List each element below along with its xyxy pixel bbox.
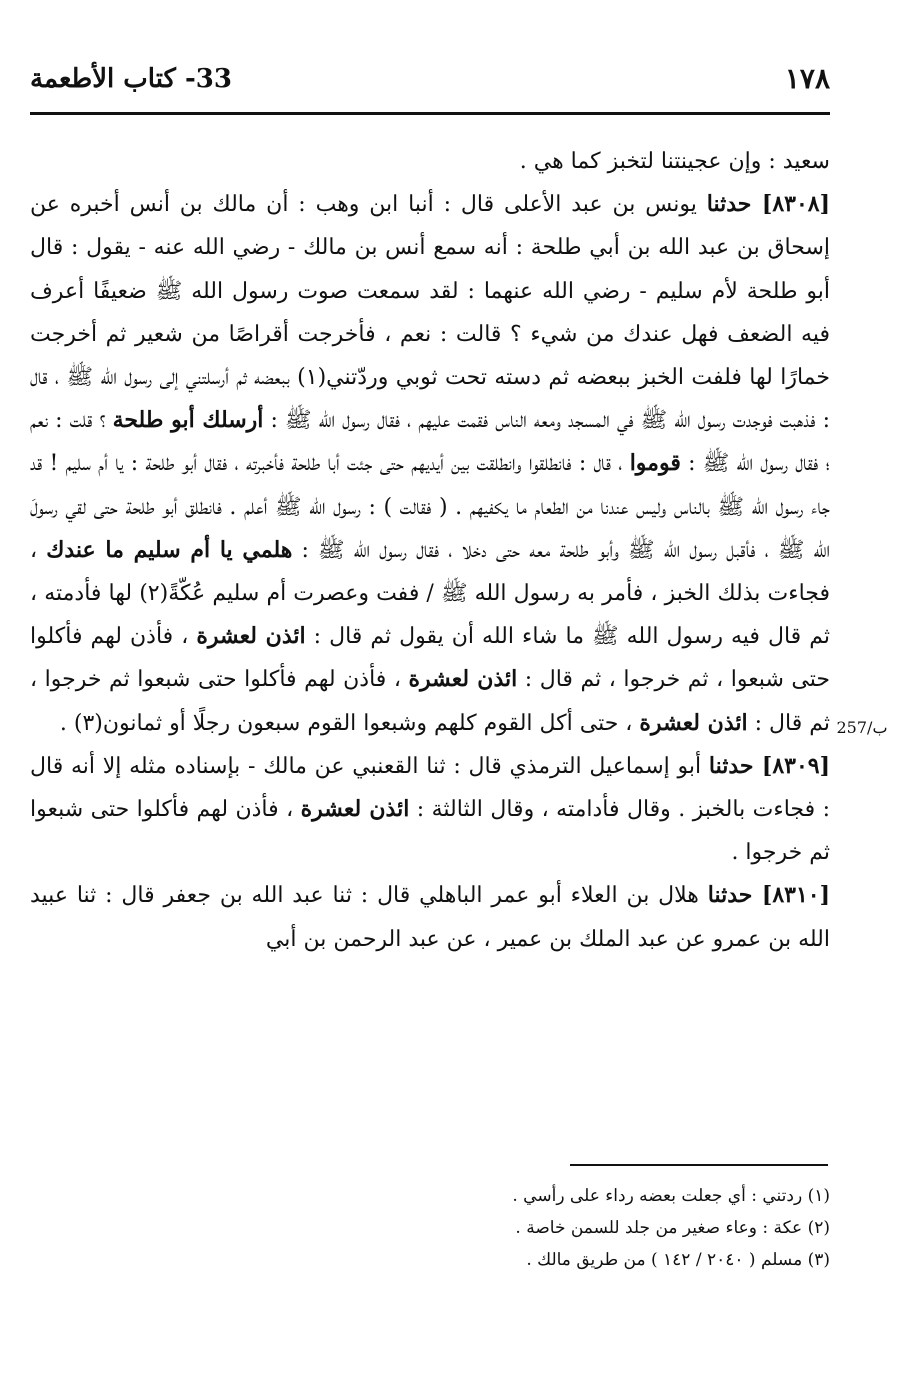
page-number: ١٧٨ [784,62,830,95]
bold-text-run: ائذن لعشرة [300,796,410,823]
bold-text-run: [٨٣٠٩] حدثنا [708,752,830,779]
text-run: ، فجاءت بذلك الخبز ، فأمر به رسول الله ﷺ / ففت وعصرت أم سليم عُكّةً(٢) لها فأدمته ، ثم قال فيه رسول الله ﷺ ما شاء الله أن يقول ثم قال : [30,537,830,650]
hadith-text-body [30,140,830,961]
text-run: هلال بن العلاء أبو عمر الباهلي قال : ثنا عبد الله بن جعفر قال : ثنا عبيد الله بن عمرو عن عبد الملك بن عمير ، عن عبد الرحمن بن أبي [30,883,830,952]
text-run: ، فأذن لهم فأكلوا حتى شبعوا ثم خرجوا . [30,797,830,866]
footnote-3: (٣) مسلم ( ٢٠٤٠ / ١٤٢ ) من طريق مالك . [526,1250,830,1270]
bold-text-run: ائذن لعشرة [408,666,518,693]
text-run: يونس بن عبد الأعلى قال : أنبا ابن وهب : أن مالك بن أنس أخبره عن إسحاق بن عبد الله بن أبي طلحة : أنه سمع أنس بن مالك - رضي الله عنه - يقول : قال أبو طلحة لأم سليم - رضي الله عنهما : لقد سمعت صوت رسول الله ﷺ ضعيفًا أعرف فيه الضعف فهل عندك من شيء ؟ قالت : نعم ، فأخرجت أقراصًا من شعير ثم أخرجت خمارًا لها فلفت الخبز ببعضه ثم دسته تحت ثوبي وردّتني(١) ببعضه ثم أرسلتني إلى رسول الله ﷺ ، قال : فذهبت فوجدت رسول الله ﷺ في المسجد ومعه الناس فقمت عليهم ، فقال رسول الله ﷺ : [30,192,831,434]
text-run: ، قال : فانطلقوا وانطلقت بين أيديهم حتى جئت أبا طلحة فأخبرته ، فقال أبو طلحة : يا أم سليم ! قد جاء رسول الله ﷺ بالناس وليس عندنا من الطعام ما يكفيهم . ( فقالت ) : رسول الله ﷺ أعلم . فانطلق أبو طلحة حتى لقي رسولَ الله ﷺ ، فأقبل رسول الله ﷺ وأبو طلحة معه حتى دخلا ، فقال رسول الله ﷺ : [30,451,830,563]
manuscript-folio-note: 257/ب [836,718,888,737]
bold-text-run: ائذن لعشرة [196,623,306,650]
text-run: ، فأذن لهم فأكلوا حتى شبعوا ثم خرجوا ، ثم قال : [30,667,830,736]
footnote-1: (١) ردتني : أي جعلت بعضه رداء على رأسي . [512,1186,830,1206]
text-run: ، حتى أكل القوم كلهم وشبعوا القوم سبعون رجلًا أو ثمانون(٣) . [59,710,640,736]
header-divider [30,112,830,115]
chapter-title: 33- كتاب الأطعمة [30,64,232,94]
bold-text-run: [٨٣٠٨] حدثنا [706,191,830,218]
bold-text-run: ائذن لعشرة [639,709,748,736]
bold-text-run: أرسلك أبو طلحة [112,407,264,434]
page-header [30,62,830,106]
footnote-2: (٢) عكة : وعاء صغير من جلد للسمن خاصة . [515,1218,830,1238]
bold-text-run: قوموا [629,450,681,477]
footnote-divider [570,1164,828,1166]
bold-text-run: هلمي يا أم سليم ما عندك [46,536,293,563]
bold-text-run: [٨٣١٠] حدثنا [707,882,830,909]
paragraph [30,140,830,183]
text-run: سعيد : وإن عجينتنا لتخبز كما هي . [519,149,830,174]
paragraph [30,183,830,745]
text-run: ؟ قلت : نعم ؛ فقال رسول الله ﷺ : [30,408,830,477]
text-run: ، فأذن لهم فأكلوا حتى شبعوا ، ثم خرجوا ، ثم قال : [30,624,830,693]
paragraph [30,874,830,960]
footnotes [30,1180,830,1276]
paragraph [30,745,830,875]
text-run: أبو إسماعيل الترمذي قال : ثنا القعنبي عن مالك - بإسناده مثله إلا أنه قال : فجاءت بالخبز . وقال فأدامته ، وقال الثالثة : [30,753,830,823]
